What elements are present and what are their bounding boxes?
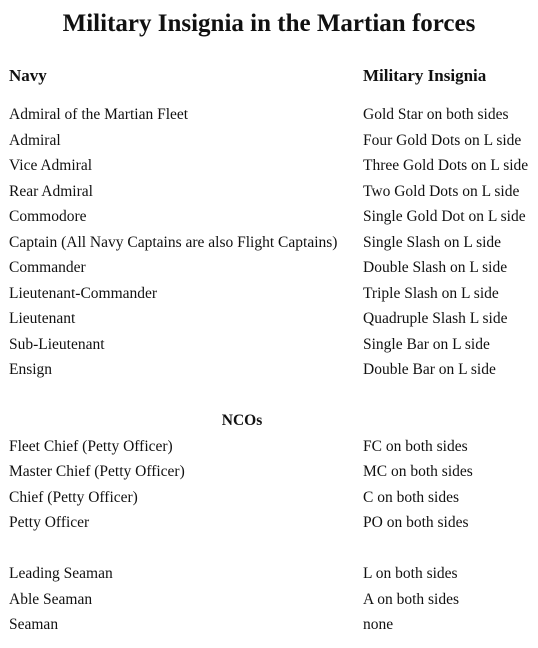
rank-cell: Lieutenant-Commander (9, 284, 158, 302)
rank-cell: Seaman (9, 616, 59, 633)
insignia-cell: none (363, 616, 394, 633)
rank-cell: Commodore (9, 208, 87, 225)
insignia-cell: MC on both sides (363, 463, 473, 480)
table-row (0, 357, 538, 383)
table-row (0, 102, 538, 128)
rank-cell: Master Chief (Petty Officer) (9, 463, 185, 480)
insignia-cell: Single Bar on L side (363, 335, 490, 353)
insignia-cell: A on both sides (363, 590, 460, 608)
rank-cell: Admiral (9, 131, 61, 149)
rank-cell: Petty Officer (9, 514, 90, 531)
table-row (0, 510, 538, 536)
table-row (0, 230, 538, 256)
rank-cell: Chief (Petty Officer) (9, 488, 138, 506)
table-row (0, 612, 538, 638)
rank-cell: Vice Admiral (9, 157, 93, 174)
table-row (0, 485, 538, 511)
insignia-cell: L on both sides (363, 565, 458, 582)
table-row (0, 128, 538, 154)
table-row (0, 179, 538, 205)
insignia-cell: Single Slash on L side (363, 233, 502, 251)
rank-cell: Leading Seaman (9, 565, 113, 582)
insignia-cell: Quadruple Slash L side (363, 310, 508, 327)
insignia-cell: PO on both sides (363, 514, 469, 531)
insignia-table (0, 102, 538, 638)
rank-cell: Lieutenant (9, 310, 76, 327)
table-row (0, 281, 538, 307)
rank-cell: Captain (All Navy Captains are also Flight Captains) (9, 233, 338, 251)
section-heading-ncos: NCOs (221, 412, 263, 429)
table-row (0, 459, 538, 485)
table-row (0, 587, 538, 613)
spacer (0, 536, 538, 562)
rank-cell: Sub-Lieutenant (9, 335, 105, 353)
insignia-cell: FC on both sides (363, 437, 468, 455)
table-row (0, 434, 538, 460)
table-row (0, 332, 538, 358)
insignia-cell: Three Gold Dots on L side (363, 157, 529, 174)
spacer (0, 383, 538, 409)
insignia-cell: C on both sides (363, 488, 460, 506)
rank-cell: Commander (9, 259, 86, 276)
column-header-insignia: Military Insignia (363, 66, 487, 85)
table-row (0, 306, 538, 332)
insignia-cell: Two Gold Dots on L side (363, 182, 520, 200)
rank-cell: Rear Admiral (9, 182, 93, 200)
insignia-cell: Single Gold Dot on L side (363, 208, 526, 225)
rank-cell: Ensign (9, 361, 53, 378)
page-title: Military Insignia in the Martian forces (62, 10, 476, 37)
insignia-cell: Gold Star on both sides (363, 106, 509, 123)
table-row (0, 153, 538, 179)
column-header-navy: Navy (9, 66, 47, 85)
rank-cell: Admiral of the Martian Fleet (9, 106, 189, 123)
table-row (0, 561, 538, 587)
table-row (0, 204, 538, 230)
insignia-cell: Four Gold Dots on L side (363, 131, 522, 149)
rank-cell: Able Seaman (9, 590, 93, 608)
insignia-cell: Double Slash on L side (363, 259, 508, 276)
table-row (0, 255, 538, 281)
insignia-cell: Double Bar on L side (363, 361, 496, 378)
insignia-cell: Triple Slash on L side (363, 284, 499, 302)
rank-cell: Fleet Chief (Petty Officer) (9, 437, 173, 455)
